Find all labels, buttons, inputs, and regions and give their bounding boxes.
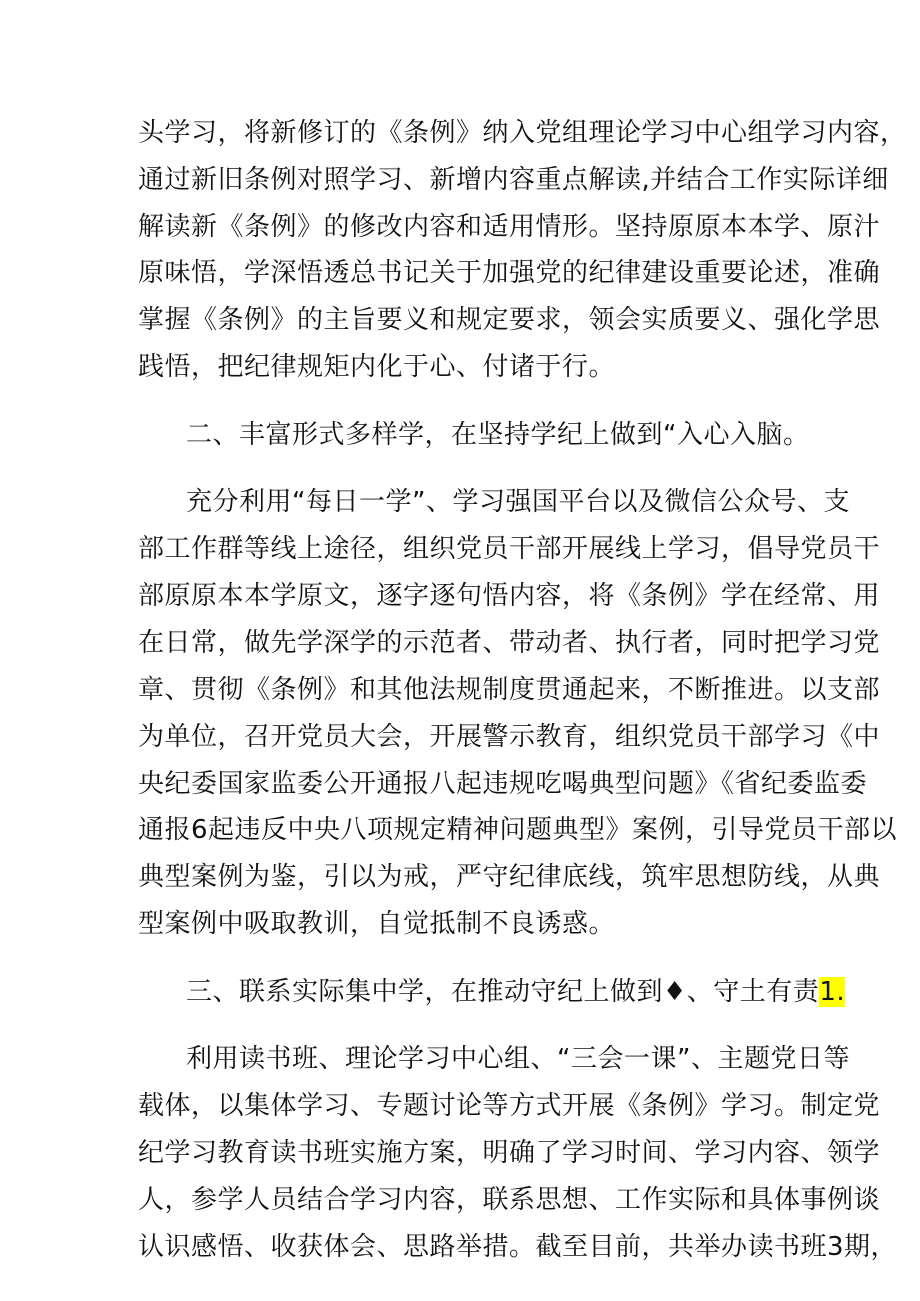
paragraph-3-line-3: 纪学习教育读书班实施方案，明确了学习时间、学习内容、领学 xyxy=(138,1138,881,1168)
paragraph-3-line-1: 利用读书班、理论学习中心组、“三会一课”、主题党日等 xyxy=(186,1044,850,1074)
paragraph-3-line-4: 人，参学人员结合学习内容，联系思想、工作实际和具体事例谈 xyxy=(138,1185,881,1215)
paragraph-3-line-5: 认识感悟、收获体会、思路举措。截至目前，共举办读书班3期， xyxy=(138,1232,898,1262)
paragraph-2-line-10: 型案例中吸取教训，自觉抵制不良诱惑。 xyxy=(138,909,616,939)
section-heading-2: 二、丰富形式多样学，在坚持学纪上做到“入心入脑。 xyxy=(186,420,810,450)
paragraph-2-line-9: 典型案例为鉴，引以为戒，严守纪律底线，筑牢思想防线，从典 xyxy=(138,862,881,892)
paragraph-1-line-2: 通过新旧条例对照学习、新增内容重点解读,并结合工作实际详细 xyxy=(138,165,889,195)
paragraph-1-line-3: 解读新《条例》的修改内容和适用情形。坚持原原本本学、原汁 xyxy=(138,212,881,242)
paragraph-2-line-8: 通报6起违反中央八项规定精神问题典型》案例，引导党员干部以 xyxy=(138,815,898,845)
paragraph-2-line-2: 部工作群等线上途径，组织党员干部开展线上学习，倡导党员干 xyxy=(138,534,881,564)
paragraph-2-line-7: 央纪委国家监委公开通报八起违规吃喝典型问题》《省纪委监委 xyxy=(138,769,868,799)
paragraph-2-line-3: 部原原本本学原文，逐字逐句悟内容，将《条例》学在经常、用 xyxy=(138,581,881,611)
paragraph-2-line-4: 在日常，做先学深学的示范者、带动者、执行者，同时把学习党 xyxy=(138,628,881,658)
paragraph-1-line-1: 头学习，将新修订的《条例》纳入党组理论学习中心组学习内容， xyxy=(138,118,907,148)
paragraph-1-line-5: 掌握《条例》的主旨要义和规定要求，领会实质要义、强化学思 xyxy=(138,305,881,335)
paragraph-2-line-1: 充分利用“每日一学”、学习强国平台以及微信公众号、支 xyxy=(186,487,850,517)
highlighted-list-marker: 1. xyxy=(819,977,846,1007)
section-heading-3 xyxy=(186,975,845,1009)
paragraph-3-line-2: 载体，以集体学习、专题讨论等方式开展《条例》学习。制定党 xyxy=(138,1091,881,1121)
paragraph-1-line-6: 践悟，把纪律规矩内化于心、付诸于行。 xyxy=(138,352,616,382)
section-heading-3-text: 三、联系实际集中学，在推动守纪上做到♦、守土有责 xyxy=(186,977,820,1007)
paragraph-1-line-4: 原味悟，学深悟透总书记关于加强党的纪律建设重要论述，准确 xyxy=(138,258,881,288)
paragraph-2-line-6: 为单位，召开党员大会，开展警示教育，组织党员干部学习《中 xyxy=(138,722,881,752)
paragraph-2-line-5: 章、贯彻《条例》和其他法规制度贯通起来，不断推进。以支部 xyxy=(138,675,881,705)
